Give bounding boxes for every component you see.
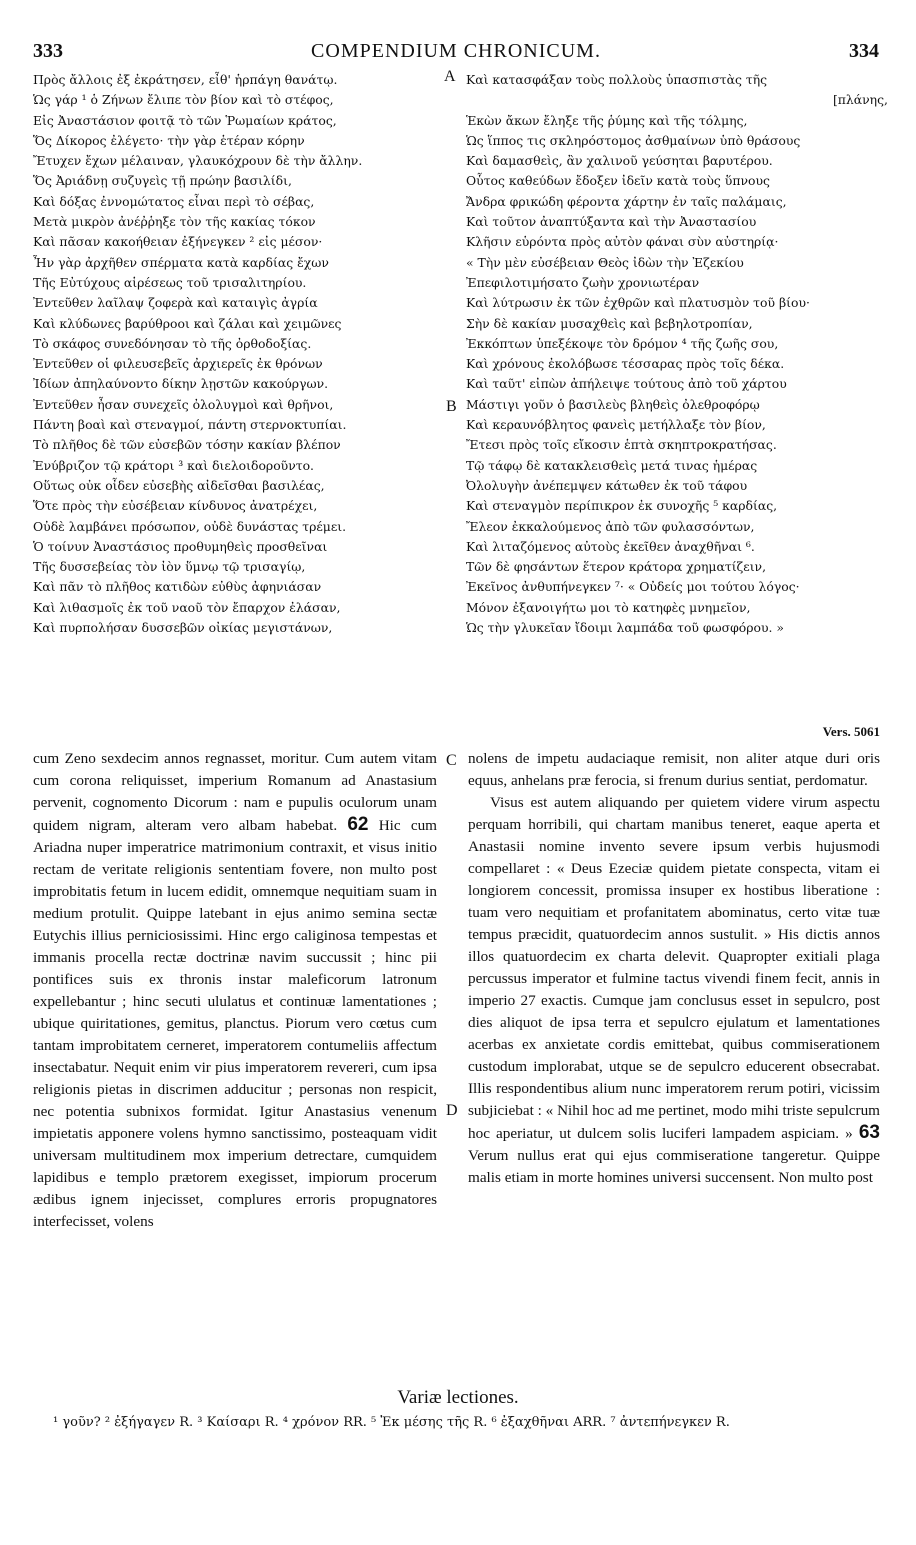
verse-line: Ἔλεον ἐκκαλούμενος ἀπὸ τῶν φυλασσόντων, (466, 518, 755, 534)
verse-line: Ἐντεῦθεν λαῖλαψ ζοφερὰ καὶ καταιγὶς ἀγρία (33, 295, 318, 311)
latin-paragraph (33, 748, 437, 1233)
verse-line: Ἄνδρα φρικώδη φέροντα χάρτην ἐν ταῖς παλάμαις, (466, 193, 787, 209)
verse-line: « Τὴν μὲν εὐσέβειαν Θεὸς ἰδὼν τὴν Ἐζεκίου (466, 254, 744, 270)
verse-line: Τὸ πλῆθος δὲ τῶν εὐσεβῶν τόσην κακίαν βλέπον (33, 437, 341, 453)
verse-line: Ἰδίων ἀπηλαύνοντο δίκην λῃστῶν κακούργων. (33, 376, 329, 392)
page-number-left: 333 (33, 40, 63, 62)
variant-readings-footnotes: ¹ γοῦν? ² ἐξήγαγεν R. ³ Καίσαρι R. ⁴ χρόνον RR. ⁵ Ἐκ μέσης τῆς R. ⁶ ἐξαχθῆναι ARR. ⁷ ἀντεπήνεγκεν R. (53, 1415, 730, 1430)
verse-line: Τῶν δὲ φησάντων ἕτερον κράτορα χρηματίζειν, (466, 559, 767, 575)
latin-text: cum Zeno sexdecim annos regnasset, moritur. Cum autem vitam cum corona reliquisset, imperium Romanum ad Anastasium pervenit, cognomento Dicorum : nam e pupulis oculorum unam quidem nigram, alteram vero albam habebat. (33, 750, 437, 834)
verse-line: Καὶ πᾶν τὸ πλῆθος κατιδὼν εὐθὺς ἀφηνιάσαν (33, 579, 322, 595)
verse-line: Μετὰ μικρὸν ἀνέῤῥηξε τὸν τῆς κακίας τόκον (33, 214, 316, 230)
verse-line: Ἦν γὰρ ἀρχῆθεν σπέρματα κατὰ καρδίας ἔχων (33, 254, 329, 270)
verse-line: Οὐδὲ λαμβάνει πρόσωπον, οὐδὲ δυνάστας τρέμει. (33, 518, 347, 534)
page-header (33, 36, 879, 66)
column-number-62: 62 (347, 814, 369, 835)
verse-line: Ἑκὼν ἄκων ἔληξε τῆς ῥύμης καὶ τῆς τόλμης, (466, 112, 748, 128)
verse-line: Μάστιγι γοῦν ὁ βασιλεὺς βληθεὶς ὀλεθροφόρῳ (466, 396, 760, 412)
verse-line: Καὶ δόξας ἐννομώτατος εἶναι περὶ τὸ σέβας, (33, 193, 315, 209)
verse-line: Ὡς τὴν γλυκεῖαν ἴδοιμι λαμπάδα τοῦ φωσφόρου. » (466, 620, 784, 636)
greek-verse-left-column (33, 70, 438, 638)
verse-line: Καὶ λιταζόμενος αὐτοὺς ἐκεῖθεν ἀναχθῆναι ⁶. (466, 538, 755, 554)
verse-line: Ἐντεῦθεν ἦσαν συνεχεῖς ὀλολυγμοὶ καὶ θρῆνοι, (33, 396, 334, 412)
verse-line: Ὁ τοίνυν Ἀναστάσιος προθυμηθεὶς προσθεῖναι (33, 538, 328, 554)
verse-line: Καὶ χρόνους ἐκολόβωσε τέσσαρας πρὸς τοῖς δέκα. (466, 356, 785, 372)
verse-line: Οὕτως οὐκ οἶδεν εὐσεβὴς αἰδεῖσθαι βασιλέας, (33, 477, 325, 493)
verse-line: Οὗτος καθεύδων ἔδοξεν ἰδεῖν κατὰ τοὺς ὕπνους (466, 173, 770, 189)
verse-line: Τῆς Εὐτύχους αἱρέσεως τοῦ τρισαλιτηρίου. (33, 274, 307, 290)
latin-text: nolens de impetu audaciaque remisit, non aliter atque duri oris equus, anhelans præ ferocia, si frenum durius sentiat, perdomatur. (468, 750, 880, 789)
verse-line: Καὶ πυρπολήσαν δυσσεβῶν οἰκίας μεγιστάνων, (33, 620, 333, 636)
verse-line: Καὶ τοῦτον ἀναπτύξαντα καὶ τὴν Ἀναστασίου (466, 214, 757, 230)
verse-line: Καὶ κεραυνόβλητος φανεὶς μετήλλαξε τὸν βίον, (466, 417, 766, 433)
verse-line: Ὡς ἵππος τις σκληρόστομος ἀσθμαίνων ὑπὸ θράσους (466, 132, 801, 148)
margin-marker-c: C (446, 752, 457, 769)
latin-paragraph (468, 748, 880, 792)
column-number-63: 63 (858, 1122, 880, 1143)
verse-line: Ἐνύβριζον τῷ κράτορι ³ καὶ διελοιδοροῦντο. (33, 457, 314, 473)
verse-line: Μόνον ἐξανοιγήτω μοι τὸ κατηφὲς μνημεῖον, (466, 599, 751, 615)
verse-line: Ὀλολυγὴν ἀνέπεμψεν κάτωθεν ἐκ τοῦ τάφου (466, 477, 748, 493)
verse-line: Σὴν δὲ κακίαν μυσαχθεὶς καὶ βεβηλοτροπίαν, (466, 315, 753, 331)
verse-line: Καὶ λιθασμοῖς ἐκ τοῦ ναοῦ τὸν ἔπαρχον ἐλάσαν, (33, 599, 341, 615)
page-number-right: 334 (849, 40, 879, 62)
verse-line: Ἔτυχεν ἔχων μέλαιναν, γλαυκόχρουν δὲ τὴν ἄλλην. (33, 153, 363, 169)
verse-line: Εἰς Ἀναστάσιον φοιτᾷ τὸ τῶν Ῥωμαίων κράτος, (33, 112, 337, 128)
verse-line: Κλῆσιν εὑρόντα πρὸς αὐτὸν φάναι σὺν αὐστηρίᾳ· (466, 234, 779, 250)
greek-verse-right-column (466, 70, 888, 638)
verse-line: Καὶ στεναγμὸν περίπικρον ἐκ συνοχῆς ⁵ καρδίας, (466, 498, 778, 514)
latin-translation-left-column (33, 748, 437, 1233)
verse-line: Καὶ πᾶσαν κακοήθειαν ἐξήνεγκεν ² εἰς μέσον· (33, 234, 323, 250)
verse-line: Πάντη βοαὶ καὶ στεναγμοί, πάντη στερνοκτυπίαι. (33, 417, 347, 433)
verse-line: Ὅς Ἀριάδνῃ συζυγεὶς τῇ πρώην βασιλίδι, (33, 173, 292, 189)
latin-text: Verum nullus erat qui ejus commiseratione tangeretur. Quippe malis etiam in morte homines universi succensent. Non multo post (468, 1147, 880, 1186)
margin-marker-b: B (446, 398, 457, 415)
verse-line: Πρὸς ἄλλοις ἐξ ἐκράτησεν, εἶθ' ἡρπάγη θανάτῳ. (33, 72, 338, 87)
verse-line: Ὡς γάρ ¹ ὁ Ζήνων ἔλιπε τὸν βίον καὶ τὸ στέφος, (33, 92, 334, 108)
verse-line: [πλάνης, (832, 92, 888, 108)
verse-line: Ἐπεφιλοτιμήσατο ζωὴν χρονιωτέραν (466, 274, 700, 290)
running-title: COMPENDIUM CHRONICUM. (311, 40, 601, 62)
verse-line: Καὶ δαμασθεὶς, ἂν χαλινοῦ γεύσηται βαρυτέρου. (466, 153, 773, 169)
verse-line: Καὶ κατασφάξαν τοὺς πολλοὺς ὑπασπιστὰς τῆς (466, 72, 768, 87)
verse-line: Καὶ λύτρωσιν ἐκ τῶν ἐχθρῶν καὶ πλατυσμὸν τοῦ βίου· (466, 295, 810, 311)
verse-line: Καὶ ταῦτ' εἰπὼν ἀπήλειψε τούτους ἀπὸ τοῦ χάρτου (466, 376, 787, 392)
variae-lectiones-heading: Variæ lectiones. (397, 1387, 519, 1408)
verse-line: Τῆς δυσσεβείας τὸν ἰὸν ὕμνῳ τῷ τρισαγίῳ, (33, 559, 306, 575)
margin-marker-a: A (444, 68, 456, 85)
latin-text: Hic cum Ariadna nuper imperatrice matrimonium contraxit, et visus initio rectam de veritate religionis sententiam fovere, non multo post improbitatis fetum in lucem edidit, omnemque nequitiam suam in medium protulit. Quippe latebant in ejus animo semina sectæ Eutychis illius perniciosissimi. Hinc ergo caliginosa tempestas et immanis procella rectæ doctrinæ navim succussit ; hinc pii pontifices suis ex thronis instar maleficorum latronum expellebantur ; hinc secuti ululatus et continuæ lamentationes ; ubique quiritationes, gemitus, planctus. Piorum vero cœtus cum tantam improbitatem cerneret, imperatorem contumeliis affectum insectabatur. Nequit enim vir pius imperatorem revereri, cum ipsa religionis pietas in discrimen adducitur ; personas non respicit, nec potentia subnixos formidat. Igitur Anastasius venenum impietatis apponere volens hymno sanctissimo, posteaquam vidit universam multitudinem mox imperium detrectare, cumquidem lapidibus e templo prætorem exegisset, impiorum procerum ædibus ignem injecisset, complures erroris propugnatores interfecisset, volens (33, 817, 437, 1230)
margin-marker-d: D (446, 1102, 458, 1119)
latin-translation-right-column (468, 748, 880, 1189)
verse-number: Vers. 5061 (822, 724, 880, 739)
verse-line: Καὶ κλύδωνες βαρύθροοι καὶ ζάλαι καὶ χειμῶνες (33, 315, 342, 331)
verse-line: Ἐκεῖνος ἀνθυπήνεγκεν ⁷· « Οὐδείς μοι τούτου λόγος· (466, 579, 800, 595)
latin-text: Visus est autem aliquando per quietem videre virum aspectu perquam horribili, qui chartam manibus teneret, eaque aperta et Anastasii nomine invento severe ipsum verbis hujusmodi compellaret : « Deus Ezeciæ quidem pietate conspecta, vitam ei longiorem concessit, promissa insuper ex hostibus liberatione : tuam vero nequitiam et profanitatem abominatus, certo vitæ tuæ tempus præcidit, quatuordecim annos sustulit. » His dictis annos illos quatuordecim ex charta delevit. Quapropter exitiali plaga percussus imperator et fulmine tactus vivendi finem fecit, annis in imperio 27 exactis. Cumque jam conclusus esset in sepulcro, post dies aliquot de ipsa terra et sepulcro ejulatum et lamentationes acerbas ex anxietate cordis emittebat, quibus commiserationem custodum implorabat, utque se de sepulcro educerent obsecrabat. Illis respondentibus alium nunc imperatorem rerum potiri, vicissim subjiciebat : « Nihil hoc ad me pertinet, modo mihi triste sepulcrum hoc aperiatur, ut dulcem solis luciferi lampadem aspiciam. » (468, 794, 880, 1142)
verse-line: Τῷ τάφῳ δὲ κατακλεισθεὶς μετά τινας ἡμέρας (466, 457, 758, 473)
verse-line: Ἐκκόπτων ὑπεξέκοψε τὸν δρόμον ⁴ τῆς ζωῆς σου, (466, 335, 779, 351)
verse-line: Τὸ σκάφος συνεδόνησαν τὸ τῆς ὀρθοδοξίας. (33, 335, 312, 351)
verse-line: Ἔτεσι πρὸς τοῖς εἴκοσιν ἑπτὰ σκηπτροκρατήσας. (466, 437, 777, 453)
verse-line: Ὅς Δίκορος ἐλέγετο· τὴν γὰρ ἑτέραν κόρην (33, 132, 305, 148)
verse-line: Ἐντεῦθεν οἱ φιλευσεβεῖς ἀρχιερεῖς ἐκ θρόνων (33, 356, 323, 372)
latin-paragraph (468, 792, 880, 1189)
verse-line: Ὅτε πρὸς τὴν εὐσέβειαν κίνδυνος ἀνατρέχει, (33, 498, 318, 514)
